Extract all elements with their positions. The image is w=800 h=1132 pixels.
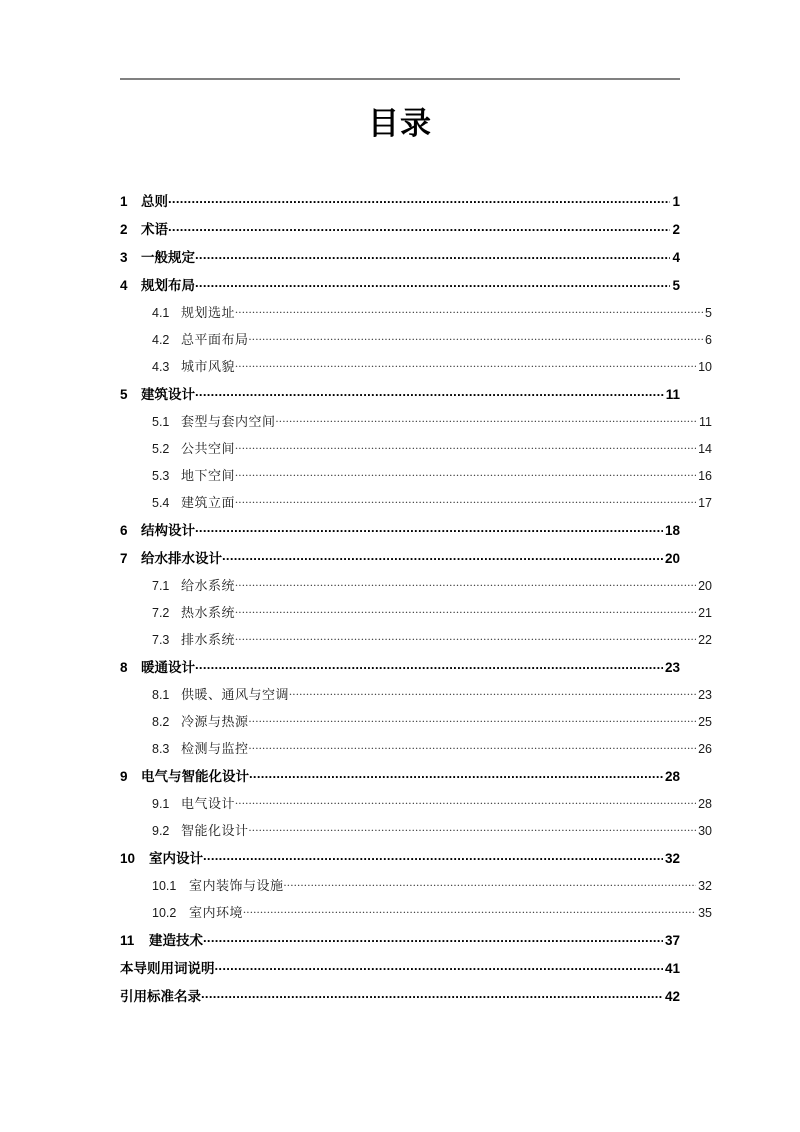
toc-entry-label: 冷源与热源 — [181, 714, 249, 729]
toc-entry-number: 8.1 — [152, 688, 170, 702]
toc-leader-dots — [195, 659, 663, 673]
toc-entry-number: 6 — [120, 523, 128, 538]
toc-entry-number: 4 — [120, 278, 128, 293]
toc-entry-page-number: 20 — [698, 579, 712, 593]
toc-entry-label: 规划布局 — [141, 278, 195, 293]
toc-entry-label: 室内装饰与设施 — [189, 878, 284, 893]
toc-entry-number: 9.1 — [152, 797, 170, 811]
toc-entry[interactable] — [120, 492, 712, 519]
toc-entry-label: 建筑立面 — [181, 495, 236, 510]
toc-entry-label: 供暖、通风与空调 — [181, 687, 290, 702]
toc-leader-dots — [249, 768, 663, 782]
toc-entry-page-number: 20 — [664, 551, 680, 566]
toc-leader-dots — [168, 221, 670, 235]
toc-leader-dots — [249, 713, 697, 726]
toc-leader-dots — [215, 960, 663, 974]
toc-entry[interactable] — [120, 519, 680, 547]
toc-leader-dots — [235, 358, 696, 371]
toc-entry-page-number: 25 — [698, 715, 712, 729]
toc-entry-label: 套型与套内空间 — [181, 414, 276, 429]
toc-leader-dots — [195, 386, 664, 400]
toc-entry[interactable] — [120, 957, 680, 985]
toc-leader-dots — [289, 686, 696, 699]
toc-entry[interactable] — [120, 793, 712, 820]
toc-entry-label: 室内环境 — [189, 905, 244, 920]
toc-leader-dots — [203, 850, 663, 864]
toc-entry-page-number: 5 — [672, 278, 680, 293]
toc-entry-label: 结构设计 — [141, 523, 195, 538]
toc-leader-dots — [222, 550, 663, 564]
toc-entry-number: 9.2 — [152, 824, 170, 838]
toc-entry-label: 引用标准名录 — [120, 989, 201, 1004]
toc-entry-page-number: 26 — [698, 742, 712, 756]
toc-entry-label: 智能化设计 — [181, 823, 249, 838]
toc-entry-number: 7 — [120, 551, 128, 566]
toc-entry-label: 热水系统 — [181, 605, 236, 620]
toc-entry-number: 9 — [120, 769, 128, 784]
toc-entry[interactable] — [120, 465, 712, 492]
toc-leader-dots — [235, 577, 696, 590]
toc-leader-dots — [249, 331, 704, 344]
toc-entry[interactable] — [120, 438, 712, 465]
toc-leader-dots — [235, 631, 696, 644]
toc-entry-number: 5.3 — [152, 469, 170, 483]
toc-leader-dots — [235, 467, 696, 480]
toc-entry-page-number: 14 — [698, 442, 712, 456]
toc-entry[interactable] — [120, 656, 680, 684]
toc-entry-number: 3 — [120, 250, 128, 265]
toc-entry[interactable] — [120, 985, 680, 1013]
toc-entry-page-number: 4 — [672, 250, 680, 265]
toc-entry-page-number: 18 — [664, 523, 680, 538]
toc-entry-label: 检测与监控 — [181, 741, 249, 756]
toc-leader-dots — [235, 494, 696, 507]
toc-entry-label: 城市风貌 — [181, 359, 236, 374]
toc-entry-page-number: 23 — [698, 688, 712, 702]
toc-entry-page-number: 2 — [672, 222, 680, 237]
toc-entry-label: 建造技术 — [149, 933, 203, 948]
toc-entry-page-number: 32 — [698, 879, 712, 893]
toc-entry[interactable] — [120, 575, 712, 602]
toc-entry-number: 7.2 — [152, 606, 170, 620]
toc-entry-label: 建筑设计 — [141, 387, 195, 402]
toc-entry-page-number: 17 — [698, 496, 712, 510]
toc-entry[interactable] — [120, 602, 712, 629]
toc-entry[interactable] — [120, 411, 712, 438]
toc-entry[interactable] — [120, 190, 680, 218]
toc-leader-dots — [203, 932, 663, 946]
toc-entry-label: 本导则用词说明 — [120, 961, 215, 976]
toc-entry[interactable] — [120, 929, 680, 957]
toc-entry-number: 1 — [120, 194, 128, 209]
table-of-contents — [120, 190, 712, 1013]
toc-entry-page-number: 10 — [698, 360, 712, 374]
toc-entry-page-number: 16 — [698, 469, 712, 483]
toc-leader-dots — [235, 795, 696, 808]
toc-leader-dots — [235, 440, 696, 453]
toc-entry-number: 7.3 — [152, 633, 170, 647]
toc-entry[interactable] — [120, 218, 680, 246]
toc-entry-page-number: 28 — [698, 797, 712, 811]
toc-entry[interactable] — [120, 684, 712, 711]
toc-leader-dots — [284, 877, 697, 890]
toc-entry-number: 5.1 — [152, 415, 170, 429]
toc-entry[interactable] — [120, 902, 712, 929]
toc-entry[interactable] — [120, 738, 712, 765]
toc-entry-number: 10.1 — [152, 879, 177, 893]
toc-entry-number: 8 — [120, 660, 128, 675]
toc-entry-number: 7.1 — [152, 579, 170, 593]
toc-entry-number: 8.3 — [152, 742, 170, 756]
toc-entry[interactable] — [120, 547, 680, 575]
toc-leader-dots — [249, 740, 697, 753]
toc-leader-dots — [195, 522, 663, 536]
toc-entry-page-number: 35 — [698, 906, 712, 920]
toc-entry-label: 地下空间 — [181, 468, 236, 483]
toc-entry-page-number: 28 — [664, 769, 680, 784]
toc-entry-label: 一般规定 — [141, 250, 195, 265]
toc-entry-number: 10.2 — [152, 906, 177, 920]
toc-entry-label: 术语 — [141, 222, 168, 237]
toc-entry[interactable] — [120, 329, 712, 356]
toc-entry-page-number: 5 — [705, 306, 712, 320]
toc-entry[interactable] — [120, 629, 712, 656]
toc-entry-number: 4.2 — [152, 333, 170, 347]
toc-entry-page-number: 11 — [665, 387, 680, 402]
toc-leader-dots — [235, 304, 703, 317]
toc-entry[interactable] — [120, 383, 680, 411]
toc-entry-label: 总则 — [141, 194, 168, 209]
toc-entry-number: 4.1 — [152, 306, 170, 320]
toc-entry[interactable] — [120, 302, 712, 329]
toc-entry-page-number: 37 — [664, 933, 680, 948]
toc-entry-label: 总平面布局 — [181, 332, 249, 347]
toc-entry-number: 5.2 — [152, 442, 170, 456]
toc-entry-page-number: 32 — [664, 851, 680, 866]
toc-entry-number: 4.3 — [152, 360, 170, 374]
toc-entry[interactable] — [120, 246, 680, 274]
toc-entry-number: 11 — [120, 933, 135, 948]
toc-leader-dots — [168, 193, 670, 207]
toc-entry[interactable] — [120, 765, 680, 793]
toc-leader-dots — [243, 904, 696, 917]
toc-entry-page-number: 30 — [698, 824, 712, 838]
toc-entry-label: 暖通设计 — [141, 660, 195, 675]
page-title: 目录 — [368, 106, 432, 141]
toc-leader-dots — [195, 249, 670, 263]
toc-entry[interactable] — [120, 847, 680, 875]
toc-entry-page-number: 42 — [664, 989, 680, 1004]
toc-entry-page-number: 41 — [664, 961, 680, 976]
toc-entry-label: 给水系统 — [181, 578, 236, 593]
toc-entry[interactable] — [120, 356, 712, 383]
toc-entry-page-number: 6 — [705, 333, 712, 347]
toc-entry-page-number: 21 — [698, 606, 712, 620]
toc-leader-dots — [201, 988, 663, 1002]
toc-leader-dots — [235, 604, 696, 617]
toc-entry-page-number: 11 — [699, 415, 712, 429]
toc-entry-page-number: 1 — [672, 194, 680, 209]
toc-leader-dots — [276, 413, 698, 426]
toc-entry-number: 5 — [120, 387, 128, 402]
toc-entry-page-number: 23 — [664, 660, 680, 675]
toc-entry[interactable] — [120, 274, 680, 302]
toc-entry[interactable] — [120, 875, 712, 902]
toc-leader-dots — [249, 822, 697, 835]
toc-entry-label: 排水系统 — [181, 632, 236, 647]
toc-entry-label: 规划选址 — [181, 305, 236, 320]
toc-entry-label: 电气设计 — [181, 796, 236, 811]
toc-leader-dots — [195, 277, 670, 291]
toc-entry-label: 给水排水设计 — [141, 551, 222, 566]
toc-entry-label: 室内设计 — [149, 851, 203, 866]
toc-entry-label: 公共空间 — [181, 441, 236, 456]
toc-entry-number: 2 — [120, 222, 128, 237]
toc-entry-number: 10 — [120, 851, 136, 866]
toc-entry[interactable] — [120, 711, 712, 738]
toc-entry[interactable] — [120, 820, 712, 847]
toc-entry-label: 电气与智能化设计 — [141, 769, 249, 784]
header-divider — [120, 78, 680, 80]
toc-entry-page-number: 22 — [698, 633, 712, 647]
toc-entry-number: 8.2 — [152, 715, 170, 729]
toc-entry-number: 5.4 — [152, 496, 170, 510]
